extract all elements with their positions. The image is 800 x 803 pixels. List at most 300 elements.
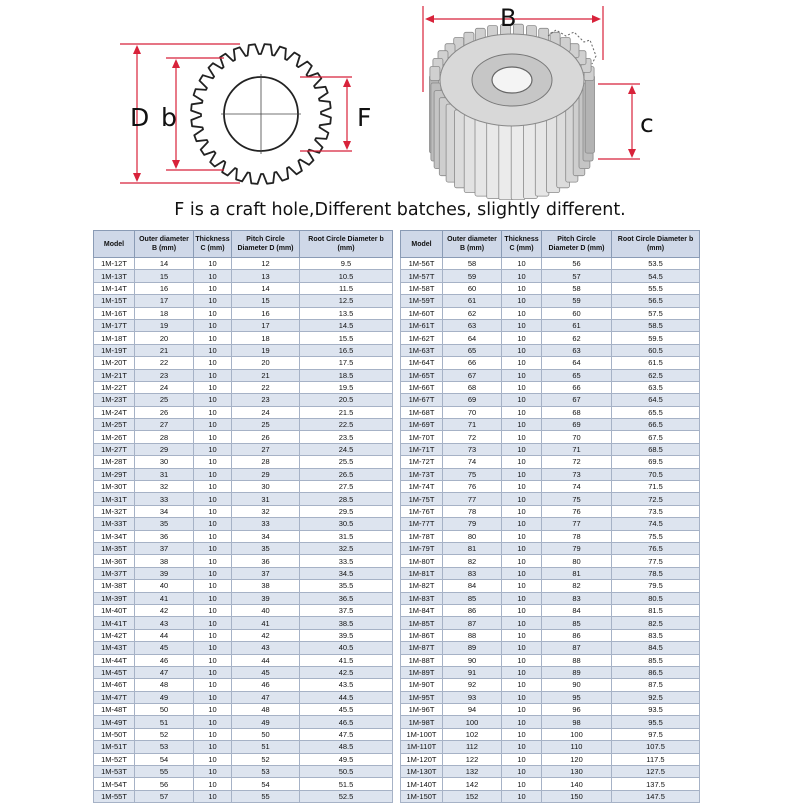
cell-model: 1M-40T <box>94 604 135 616</box>
cell-model: 1M-77T <box>401 518 443 530</box>
cell-model: 1M-51T <box>94 741 135 753</box>
cell-outer-diameter: 152 <box>443 790 502 802</box>
cell-root-circle: 83.5 <box>612 629 700 641</box>
cell-thickness: 10 <box>502 505 542 517</box>
table-row <box>401 604 700 616</box>
cell-thickness: 10 <box>194 716 232 728</box>
cell-pitch-circle: 140 <box>542 778 612 790</box>
cell-root-circle: 117.5 <box>612 753 700 765</box>
cell-root-circle: 24.5 <box>300 443 393 455</box>
cell-outer-diameter: 51 <box>135 716 194 728</box>
cell-pitch-circle: 51 <box>232 741 300 753</box>
table-row <box>94 505 393 517</box>
cell-model: 1M-68T <box>401 406 443 418</box>
cell-pitch-circle: 150 <box>542 790 612 802</box>
cell-thickness: 10 <box>502 728 542 740</box>
cell-thickness: 10 <box>194 753 232 765</box>
cell-pitch-circle: 50 <box>232 728 300 740</box>
cell-outer-diameter: 73 <box>443 443 502 455</box>
header-root-circle: Root Circle Diameter b (mm) <box>300 231 393 258</box>
cell-thickness: 10 <box>502 704 542 716</box>
table-row <box>94 344 393 356</box>
cell-pitch-circle: 48 <box>232 704 300 716</box>
cell-root-circle: 35.5 <box>300 580 393 592</box>
cell-model: 1M-36T <box>94 555 135 567</box>
table-row <box>94 332 393 344</box>
cell-model: 1M-82T <box>401 580 443 592</box>
cell-pitch-circle: 72 <box>542 456 612 468</box>
cell-pitch-circle: 29 <box>232 468 300 480</box>
cell-pitch-circle: 23 <box>232 394 300 406</box>
table-row <box>401 282 700 294</box>
table-row <box>94 629 393 641</box>
cell-outer-diameter: 16 <box>135 282 194 294</box>
table-row <box>401 704 700 716</box>
table-row <box>401 319 700 331</box>
cell-thickness: 10 <box>194 691 232 703</box>
table-row <box>401 766 700 778</box>
cell-model: 1M-81T <box>401 567 443 579</box>
header-pitch-circle: Pitch Circle Diameter D (mm) <box>232 231 300 258</box>
table-row <box>401 580 700 592</box>
header-thickness: Thickness C (mm) <box>502 231 542 258</box>
cell-outer-diameter: 122 <box>443 753 502 765</box>
table-row <box>94 381 393 393</box>
cell-root-circle: 67.5 <box>612 431 700 443</box>
table-row <box>94 790 393 802</box>
cell-outer-diameter: 48 <box>135 679 194 691</box>
cell-pitch-circle: 43 <box>232 642 300 654</box>
cell-outer-diameter: 84 <box>443 580 502 592</box>
cell-root-circle: 84.5 <box>612 642 700 654</box>
cell-outer-diameter: 58 <box>443 258 502 270</box>
cell-outer-diameter: 45 <box>135 642 194 654</box>
cell-pitch-circle: 98 <box>542 716 612 728</box>
cell-outer-diameter: 87 <box>443 617 502 629</box>
cell-outer-diameter: 65 <box>443 344 502 356</box>
cell-root-circle: 30.5 <box>300 518 393 530</box>
cell-root-circle: 75.5 <box>612 530 700 542</box>
side-view-gear <box>430 24 597 200</box>
cell-pitch-circle: 57 <box>542 270 612 282</box>
cell-thickness: 10 <box>194 542 232 554</box>
cell-thickness: 10 <box>194 790 232 802</box>
cell-model: 1M-60T <box>401 307 443 319</box>
cell-root-circle: 27.5 <box>300 481 393 493</box>
cell-pitch-circle: 69 <box>542 419 612 431</box>
cell-outer-diameter: 54 <box>135 753 194 765</box>
cell-outer-diameter: 49 <box>135 691 194 703</box>
spec-table-right <box>400 230 700 803</box>
table-row <box>401 295 700 307</box>
cell-thickness: 10 <box>502 332 542 344</box>
cell-root-circle: 32.5 <box>300 542 393 554</box>
cell-thickness: 10 <box>194 505 232 517</box>
table-row <box>401 592 700 604</box>
cell-root-circle: 66.5 <box>612 419 700 431</box>
cell-outer-diameter: 14 <box>135 258 194 270</box>
craft-hole-note: F is a craft hole,Different batches, slightly different. <box>174 200 626 220</box>
cell-model: 1M-13T <box>94 270 135 282</box>
cell-model: 1M-45T <box>94 666 135 678</box>
cell-pitch-circle: 59 <box>542 295 612 307</box>
cell-thickness: 10 <box>502 295 542 307</box>
cell-model: 1M-52T <box>94 753 135 765</box>
cell-pitch-circle: 24 <box>232 406 300 418</box>
table-row <box>401 258 700 270</box>
cell-thickness: 10 <box>502 778 542 790</box>
table-row <box>401 481 700 493</box>
cell-thickness: 10 <box>194 580 232 592</box>
label-f: F <box>357 103 372 132</box>
label-c: c <box>640 109 654 138</box>
cell-pitch-circle: 70 <box>542 431 612 443</box>
cell-outer-diameter: 29 <box>135 443 194 455</box>
table-row <box>94 666 393 678</box>
cell-pitch-circle: 95 <box>542 691 612 703</box>
cell-pitch-circle: 54 <box>232 778 300 790</box>
cell-thickness: 10 <box>194 431 232 443</box>
cell-thickness: 10 <box>502 518 542 530</box>
header-root-circle: Root Circle Diameter b (mm) <box>612 231 700 258</box>
cell-pitch-circle: 74 <box>542 481 612 493</box>
cell-outer-diameter: 69 <box>443 394 502 406</box>
cell-outer-diameter: 57 <box>135 790 194 802</box>
cell-root-circle: 92.5 <box>612 691 700 703</box>
cell-outer-diameter: 21 <box>135 344 194 356</box>
cell-root-circle: 33.5 <box>300 555 393 567</box>
cell-model: 1M-89T <box>401 666 443 678</box>
cell-outer-diameter: 79 <box>443 518 502 530</box>
cell-thickness: 10 <box>194 270 232 282</box>
cell-model: 1M-49T <box>94 716 135 728</box>
cell-root-circle: 82.5 <box>612 617 700 629</box>
cell-model: 1M-64T <box>401 357 443 369</box>
cell-thickness: 10 <box>194 456 232 468</box>
cell-pitch-circle: 65 <box>542 369 612 381</box>
table-row <box>94 493 393 505</box>
cell-pitch-circle: 16 <box>232 307 300 319</box>
cell-pitch-circle: 26 <box>232 431 300 443</box>
cell-root-circle: 58.5 <box>612 319 700 331</box>
cell-pitch-circle: 81 <box>542 567 612 579</box>
cell-pitch-circle: 34 <box>232 530 300 542</box>
cell-pitch-circle: 90 <box>542 679 612 691</box>
cell-thickness: 10 <box>502 555 542 567</box>
cell-root-circle: 81.5 <box>612 604 700 616</box>
cell-outer-diameter: 40 <box>135 580 194 592</box>
table-row <box>401 654 700 666</box>
cell-outer-diameter: 36 <box>135 530 194 542</box>
cell-root-circle: 18.5 <box>300 369 393 381</box>
cell-thickness: 10 <box>502 258 542 270</box>
cell-root-circle: 69.5 <box>612 456 700 468</box>
cell-model: 1M-28T <box>94 456 135 468</box>
table-row <box>401 307 700 319</box>
cell-model: 1M-35T <box>94 542 135 554</box>
dimension-c <box>598 84 640 159</box>
cell-outer-diameter: 89 <box>443 642 502 654</box>
cell-thickness: 10 <box>194 258 232 270</box>
cell-pitch-circle: 110 <box>542 741 612 753</box>
cell-pitch-circle: 49 <box>232 716 300 728</box>
cell-model: 1M-41T <box>94 617 135 629</box>
cell-model: 1M-48T <box>94 704 135 716</box>
cell-thickness: 10 <box>502 369 542 381</box>
cell-model: 1M-63T <box>401 344 443 356</box>
cell-root-circle: 59.5 <box>612 332 700 344</box>
table-row <box>94 369 393 381</box>
table-row <box>94 716 393 728</box>
cell-thickness: 10 <box>502 642 542 654</box>
table-row <box>94 406 393 418</box>
cell-root-circle: 10.5 <box>300 270 393 282</box>
cell-pitch-circle: 62 <box>542 332 612 344</box>
table-row <box>94 753 393 765</box>
cell-model: 1M-67T <box>401 394 443 406</box>
cell-pitch-circle: 25 <box>232 419 300 431</box>
cell-thickness: 10 <box>502 381 542 393</box>
table-row <box>401 555 700 567</box>
cell-root-circle: 39.5 <box>300 629 393 641</box>
table-row <box>94 592 393 604</box>
table-row <box>94 691 393 703</box>
cell-pitch-circle: 56 <box>542 258 612 270</box>
cell-outer-diameter: 23 <box>135 369 194 381</box>
cell-thickness: 10 <box>194 728 232 740</box>
cell-pitch-circle: 55 <box>232 790 300 802</box>
cell-thickness: 10 <box>194 419 232 431</box>
cell-model: 1M-66T <box>401 381 443 393</box>
cell-root-circle: 68.5 <box>612 443 700 455</box>
cell-root-circle: 71.5 <box>612 481 700 493</box>
cell-model: 1M-83T <box>401 592 443 604</box>
cell-outer-diameter: 90 <box>443 654 502 666</box>
table-row <box>401 381 700 393</box>
cell-model: 1M-84T <box>401 604 443 616</box>
gear-dimension-diagram <box>0 0 800 200</box>
cell-thickness: 10 <box>502 741 542 753</box>
cell-root-circle: 40.5 <box>300 642 393 654</box>
cell-root-circle: 79.5 <box>612 580 700 592</box>
cell-thickness: 10 <box>194 567 232 579</box>
cell-root-circle: 46.5 <box>300 716 393 728</box>
cell-thickness: 10 <box>502 344 542 356</box>
cell-root-circle: 26.5 <box>300 468 393 480</box>
cell-outer-diameter: 33 <box>135 493 194 505</box>
cell-model: 1M-57T <box>401 270 443 282</box>
side-gear-bore <box>492 67 532 93</box>
cell-pitch-circle: 40 <box>232 604 300 616</box>
cell-pitch-circle: 41 <box>232 617 300 629</box>
spec-table-right-body <box>401 258 700 803</box>
cell-pitch-circle: 32 <box>232 505 300 517</box>
cell-thickness: 10 <box>502 766 542 778</box>
cell-model: 1M-98T <box>401 716 443 728</box>
cell-model: 1M-17T <box>94 319 135 331</box>
cell-thickness: 10 <box>194 406 232 418</box>
cell-outer-diameter: 39 <box>135 567 194 579</box>
cell-thickness: 10 <box>502 357 542 369</box>
table-row <box>94 778 393 790</box>
cell-root-circle: 62.5 <box>612 369 700 381</box>
cell-outer-diameter: 55 <box>135 766 194 778</box>
cell-root-circle: 85.5 <box>612 654 700 666</box>
table-row <box>401 741 700 753</box>
cell-root-circle: 52.5 <box>300 790 393 802</box>
cell-thickness: 10 <box>502 691 542 703</box>
cell-pitch-circle: 64 <box>542 357 612 369</box>
cell-outer-diameter: 66 <box>443 357 502 369</box>
cell-outer-diameter: 68 <box>443 381 502 393</box>
table-row <box>94 468 393 480</box>
cell-root-circle: 13.5 <box>300 307 393 319</box>
cell-model: 1M-21T <box>94 369 135 381</box>
cell-root-circle: 15.5 <box>300 332 393 344</box>
cell-pitch-circle: 30 <box>232 481 300 493</box>
cell-root-circle: 87.5 <box>612 679 700 691</box>
cell-model: 1M-150T <box>401 790 443 802</box>
cell-outer-diameter: 91 <box>443 666 502 678</box>
cell-outer-diameter: 19 <box>135 319 194 331</box>
cell-model: 1M-87T <box>401 642 443 654</box>
table-header-row <box>401 231 700 258</box>
cell-thickness: 10 <box>194 592 232 604</box>
cell-thickness: 10 <box>194 555 232 567</box>
cell-outer-diameter: 46 <box>135 654 194 666</box>
cell-thickness: 10 <box>502 679 542 691</box>
side-gear-tooth <box>499 122 513 200</box>
cell-model: 1M-44T <box>94 654 135 666</box>
cell-model: 1M-46T <box>94 679 135 691</box>
cell-pitch-circle: 18 <box>232 332 300 344</box>
cell-outer-diameter: 83 <box>443 567 502 579</box>
cell-model: 1M-23T <box>94 394 135 406</box>
side-gear-tooth <box>430 67 440 81</box>
cell-outer-diameter: 78 <box>443 505 502 517</box>
front-view-gear <box>191 44 331 184</box>
cell-model: 1M-72T <box>401 456 443 468</box>
table-row <box>401 270 700 282</box>
cell-thickness: 10 <box>502 666 542 678</box>
table-row <box>94 431 393 443</box>
cell-pitch-circle: 15 <box>232 295 300 307</box>
cell-root-circle: 37.5 <box>300 604 393 616</box>
table-row <box>401 394 700 406</box>
table-row <box>401 753 700 765</box>
table-row <box>94 580 393 592</box>
table-row <box>94 443 393 455</box>
cell-outer-diameter: 76 <box>443 481 502 493</box>
cell-model: 1M-85T <box>401 617 443 629</box>
cell-thickness: 10 <box>194 666 232 678</box>
cell-model: 1M-20T <box>94 357 135 369</box>
cell-thickness: 10 <box>194 332 232 344</box>
cell-pitch-circle: 13 <box>232 270 300 282</box>
cell-pitch-circle: 28 <box>232 456 300 468</box>
cell-model: 1M-80T <box>401 555 443 567</box>
cell-pitch-circle: 33 <box>232 518 300 530</box>
cell-root-circle: 21.5 <box>300 406 393 418</box>
cell-root-circle: 61.5 <box>612 357 700 369</box>
cell-model: 1M-32T <box>94 505 135 517</box>
cell-outer-diameter: 24 <box>135 381 194 393</box>
cell-pitch-circle: 60 <box>542 307 612 319</box>
table-row <box>401 493 700 505</box>
cell-thickness: 10 <box>194 766 232 778</box>
cell-outer-diameter: 17 <box>135 295 194 307</box>
cell-model: 1M-86T <box>401 629 443 641</box>
table-row <box>401 357 700 369</box>
cell-root-circle: 55.5 <box>612 282 700 294</box>
cell-thickness: 10 <box>194 344 232 356</box>
cell-model: 1M-95T <box>401 691 443 703</box>
cell-outer-diameter: 52 <box>135 728 194 740</box>
cell-thickness: 10 <box>502 716 542 728</box>
cell-root-circle: 63.5 <box>612 381 700 393</box>
cell-pitch-circle: 39 <box>232 592 300 604</box>
cell-outer-diameter: 72 <box>443 431 502 443</box>
cell-root-circle: 44.5 <box>300 691 393 703</box>
cell-thickness: 10 <box>194 295 232 307</box>
cell-root-circle: 70.5 <box>612 468 700 480</box>
cell-root-circle: 95.5 <box>612 716 700 728</box>
cell-thickness: 10 <box>194 530 232 542</box>
cell-pitch-circle: 31 <box>232 493 300 505</box>
cell-outer-diameter: 74 <box>443 456 502 468</box>
cell-root-circle: 65.5 <box>612 406 700 418</box>
cell-model: 1M-34T <box>94 530 135 542</box>
table-row <box>401 728 700 740</box>
table-row <box>401 679 700 691</box>
cell-outer-diameter: 20 <box>135 332 194 344</box>
cell-thickness: 10 <box>502 456 542 468</box>
table-row <box>401 431 700 443</box>
cell-model: 1M-71T <box>401 443 443 455</box>
cell-outer-diameter: 142 <box>443 778 502 790</box>
cell-root-circle: 73.5 <box>612 505 700 517</box>
cell-thickness: 10 <box>502 431 542 443</box>
cell-pitch-circle: 42 <box>232 629 300 641</box>
cell-pitch-circle: 17 <box>232 319 300 331</box>
cell-thickness: 10 <box>194 307 232 319</box>
cell-root-circle: 97.5 <box>612 728 700 740</box>
table-row <box>401 369 700 381</box>
table-row <box>94 518 393 530</box>
cell-root-circle: 80.5 <box>612 592 700 604</box>
cell-pitch-circle: 37 <box>232 567 300 579</box>
cell-outer-diameter: 94 <box>443 704 502 716</box>
cell-model: 1M-61T <box>401 319 443 331</box>
table-row <box>94 642 393 654</box>
table-row <box>94 604 393 616</box>
cell-pitch-circle: 67 <box>542 394 612 406</box>
cell-root-circle: 12.5 <box>300 295 393 307</box>
cell-pitch-circle: 20 <box>232 357 300 369</box>
cell-thickness: 10 <box>502 790 542 802</box>
table-row <box>401 344 700 356</box>
cell-thickness: 10 <box>194 468 232 480</box>
cell-pitch-circle: 85 <box>542 617 612 629</box>
cell-model: 1M-38T <box>94 580 135 592</box>
cell-model: 1M-15T <box>94 295 135 307</box>
table-row <box>94 357 393 369</box>
cell-pitch-circle: 53 <box>232 766 300 778</box>
table-row <box>94 456 393 468</box>
cell-outer-diameter: 42 <box>135 604 194 616</box>
label-b-outer: B <box>500 4 517 32</box>
cell-thickness: 10 <box>502 282 542 294</box>
